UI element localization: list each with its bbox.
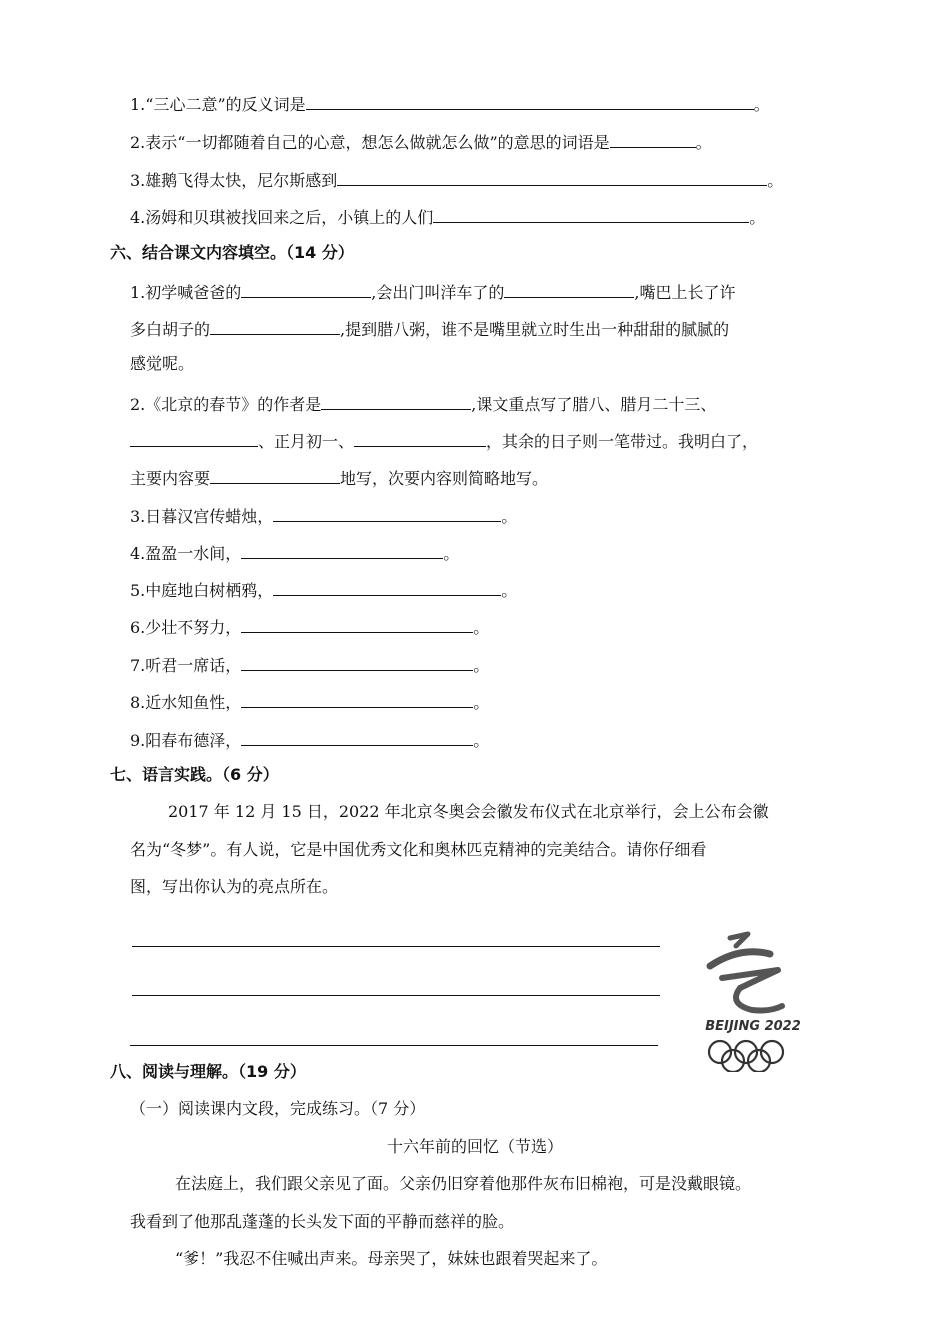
section-7-heading: 七、语言实践。（6 分）: [110, 765, 279, 784]
s7-paragraph-line3: 图，写出你认为的亮点所在。: [130, 877, 339, 896]
answer-blank-s6-8[interactable]: [241, 689, 473, 708]
passage-line-3: “爹！”我忍不住喊出声来。母亲哭了，妹妹也跟着哭起来了。: [175, 1249, 608, 1268]
answer-blank-s6-2a[interactable]: [321, 391, 471, 410]
s6-q4: 4.盈盈一水间， 。: [130, 540, 459, 565]
s5-question-2: 2.表示“一切都随着自己的心意，想怎么做就怎么做”的意思的词语是 。: [130, 129, 712, 154]
answer-blank-s5-4[interactable]: [433, 204, 749, 223]
answer-line-s7-2[interactable]: [132, 995, 660, 996]
passage-line-2: 我看到了他那乱蓬蓬的长头发下面的平静而慈祥的脸。: [130, 1212, 515, 1231]
passage-line-1: 在法庭上，我们跟父亲见了面。父亲仍旧穿着他那件灰布旧棉袍，可是没戴眼镜。: [175, 1174, 752, 1193]
s6-q2-line2: 、正月初一、 ，其余的日子则一笔带过。我明白了，: [130, 428, 758, 453]
beijing-2022-emblem: [700, 926, 806, 1072]
s6-q2-line1: 2.《北京的春节》的作者是 ,课文重点写了腊八、腊月二十三、: [130, 391, 716, 416]
s6-q1-line2: 多白胡子的 ,提到腊八粥，谁不是嘴里就立时生出一种甜甜的腻腻的: [130, 316, 729, 341]
section-8-heading: 八、阅读与理解。（19 分）: [110, 1062, 306, 1081]
answer-blank-s6-2d[interactable]: [210, 465, 340, 484]
answer-blank-s6-4[interactable]: [241, 540, 443, 559]
s8-subsection-1: （一）阅读课内文段，完成练习。（7 分）: [130, 1099, 426, 1118]
answer-blank-s6-1c[interactable]: [210, 316, 340, 335]
s6-q9: 9.阳春布德泽， 。: [130, 727, 489, 752]
s6-q8: 8.近水知鱼性， 。: [130, 689, 489, 714]
passage-title: 十六年前的回忆（节选）: [386, 1137, 563, 1156]
s5-question-1: 1.“三心二意”的反义词是 。: [130, 91, 770, 116]
s6-q5: 5.中庭地白树栖鸦， 。: [130, 577, 517, 602]
s5-question-4: 4.汤姆和贝琪被找回来之后，小镇上的人们 。: [130, 204, 765, 229]
s6-q2-line3: 主要内容要 地写，次要内容则简略地写。: [130, 465, 548, 490]
s7-paragraph-line2: 名为“冬梦”。有人说，它是中国优秀文化和奥林匹克精神的完美结合。请你仔细看: [130, 840, 707, 859]
answer-blank-s6-1a[interactable]: [241, 279, 371, 298]
answer-blank-s6-7[interactable]: [241, 652, 473, 671]
answer-line-s7-3[interactable]: [130, 1045, 658, 1046]
s5-question-3: 3.雄鹅飞得太快，尼尔斯感到 。: [130, 167, 783, 192]
s7-paragraph-line1: 2017 年 12 月 15 日，2022 年北京冬奥会会徽发布仪式在北京举行，会上公布会徽: [168, 802, 769, 821]
emblem-text: BEIJING 2022: [705, 1019, 801, 1034]
olympic-rings-icon: [709, 1041, 783, 1072]
s6-q3: 3.日暮汉宫传蜡烛， 。: [130, 503, 517, 528]
answer-blank-s6-2b[interactable]: [130, 428, 258, 447]
s6-q7: 7.听君一席话， 。: [130, 652, 489, 677]
answer-blank-s5-3[interactable]: [337, 167, 767, 186]
answer-blank-s6-5[interactable]: [273, 577, 501, 596]
answer-blank-s6-3[interactable]: [273, 503, 501, 522]
s6-q6: 6.少壮不努力， 。: [130, 614, 489, 639]
answer-line-s7-1[interactable]: [132, 946, 660, 947]
s6-q1-line3: 感觉呢。: [130, 354, 195, 373]
s6-q1-line1: 1.初学喊爸爸的 ,会出门叫洋车了的 ,嘴巴上长了许: [130, 279, 735, 304]
answer-blank-s6-2c[interactable]: [354, 428, 486, 447]
answer-blank-s6-6[interactable]: [241, 614, 473, 633]
section-6-heading: 六、结合课文内容填空。（14 分）: [110, 243, 354, 262]
answer-blank-s5-1[interactable]: [306, 91, 754, 110]
answer-blank-s5-2[interactable]: [610, 129, 696, 148]
answer-blank-s6-9[interactable]: [241, 727, 473, 746]
answer-blank-s6-1b[interactable]: [504, 279, 634, 298]
